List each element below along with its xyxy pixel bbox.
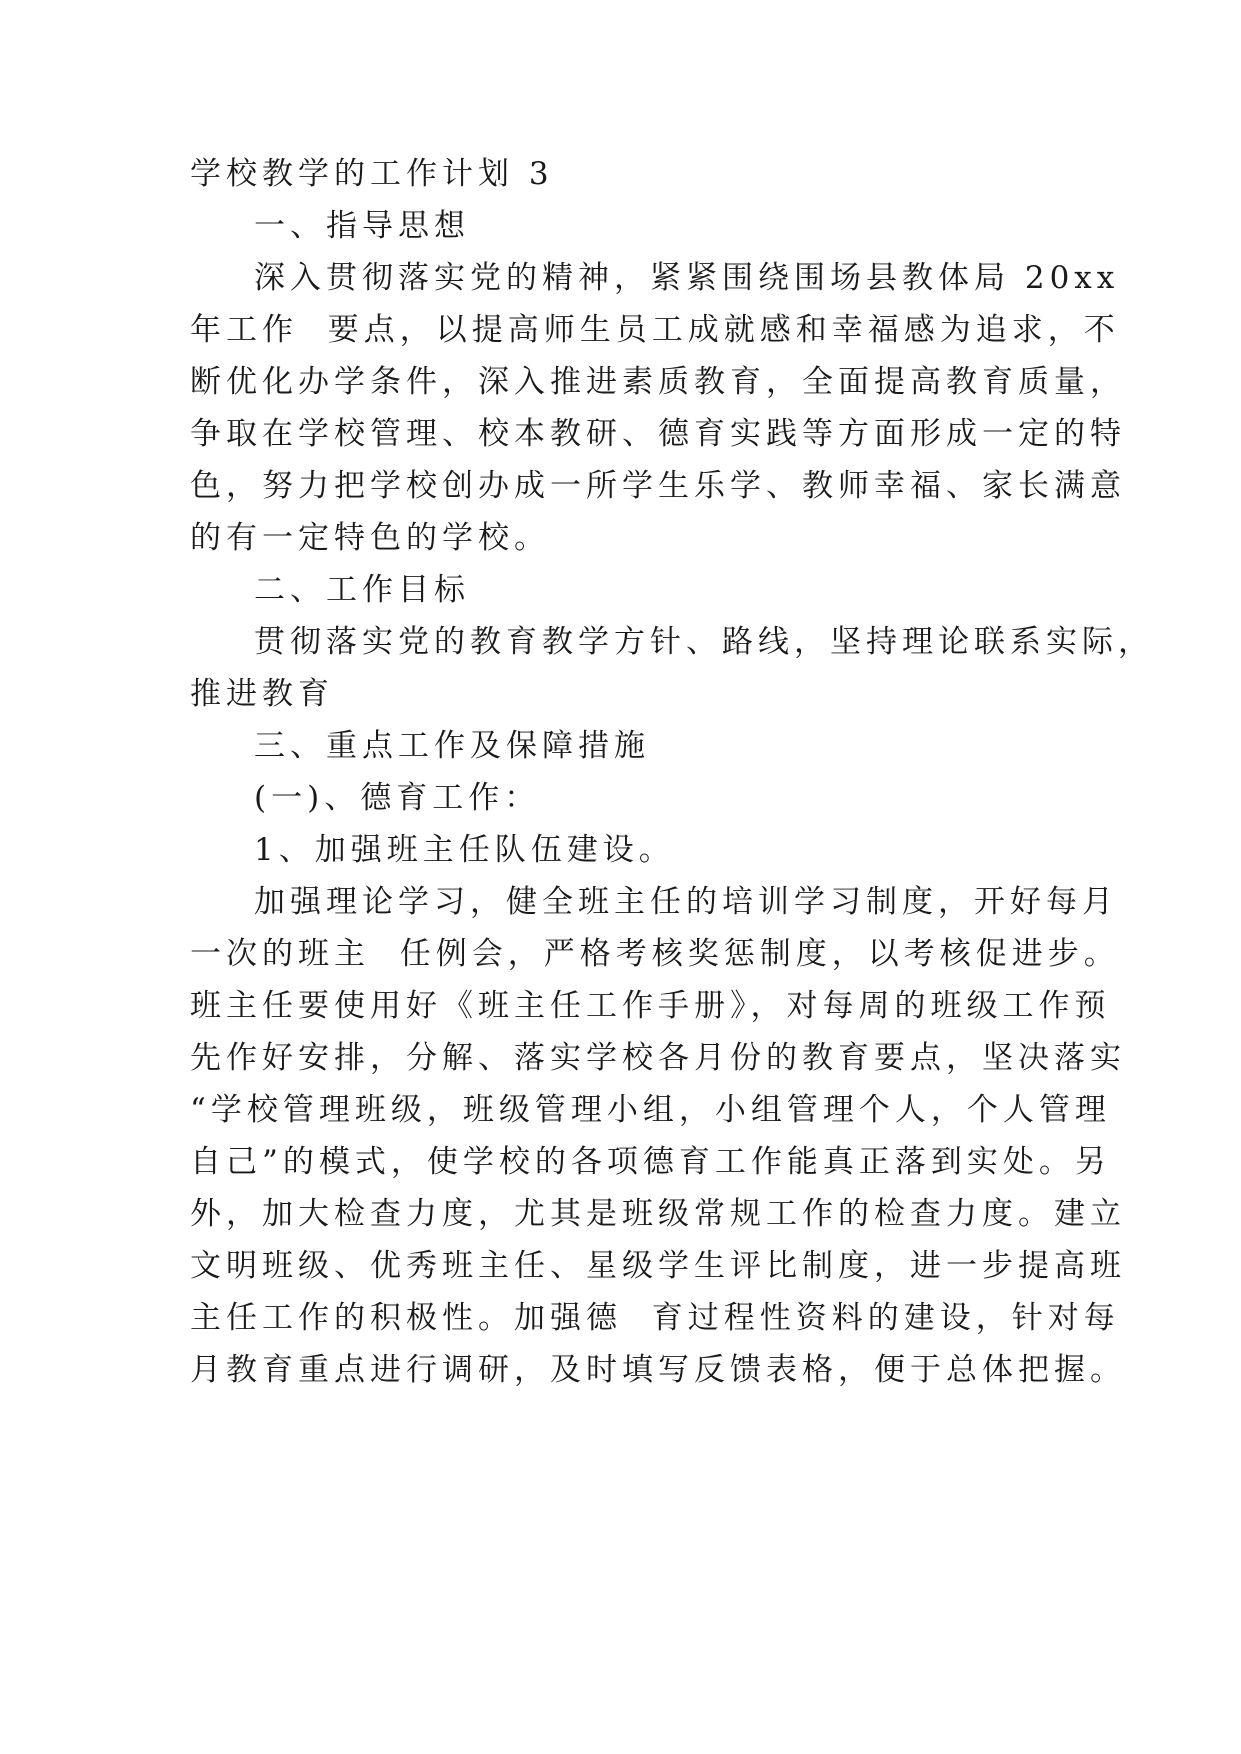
paragraph-line: 班主任要使用好《班主任工作手册》，对每周的班级工作预 xyxy=(190,988,1111,1024)
paragraph-line: 自己”的模式，使学校的各项德育工作能真正落到实处。另 xyxy=(190,1144,1111,1180)
paragraph-line: 加强理论学习，健全班主任的培训学习制度，开好每月 xyxy=(254,884,1118,920)
paragraph-line: 争取在学校管理、校本教研、德育实践等方面形成一定的特 xyxy=(190,416,1126,452)
section-heading-2: 二、工作目标 xyxy=(254,572,470,608)
paragraph-line: 色，努力把学校创办成一所学生乐学、教师幸福、家长满意 xyxy=(190,468,1126,504)
paragraph-line: 主任工作的积极性。加强德 育过程性资料的建设，针对每 xyxy=(190,1300,1120,1336)
paragraph-line: 年工作 要点，以提高师生员工成就感和幸福感为追求，不 xyxy=(190,312,1120,348)
document-title: 学校教学的工作计划 3 xyxy=(190,156,554,192)
paragraph-line: 外，加大检查力度，尤其是班级常规工作的检查力度。建立 xyxy=(190,1196,1126,1232)
numbered-item-heading: 1、加强班主任队伍建设。 xyxy=(254,832,675,868)
paragraph-line: 深入贯彻落实党的精神，紧紧围绕围场县教体局 20xx xyxy=(254,260,1120,296)
paragraph-line: 一次的班主 任例会，严格考核奖惩制度，以考核促进步。 xyxy=(190,936,1120,972)
paragraph-line: 先作好安排，分解、落实学校各月份的教育要点，坚决落实 xyxy=(190,1040,1126,1076)
paragraph-line: 断优化办学条件，深入推进素质教育，全面提高教育质量， xyxy=(190,364,1126,400)
section-heading-1: 一、指导思想 xyxy=(254,208,470,244)
paragraph-line: 推进教育 xyxy=(190,676,334,712)
section-heading-3: 三、重点工作及保障措施 xyxy=(254,728,650,764)
paragraph-line: 文明班级、优秀班主任、星级学生评比制度，进一步提高班 xyxy=(190,1248,1126,1284)
subsection-heading: (一)、德育工作： xyxy=(254,780,541,816)
paragraph-line: 月教育重点进行调研，及时填写反馈表格，便于总体把握。 xyxy=(190,1352,1126,1388)
paragraph-line: 贯彻落实党的教育教学方针、路线，坚持理论联系实际， xyxy=(254,624,1154,660)
paragraph-line: “学校管理班级，班级管理小组，小组管理个人，个人管理 xyxy=(190,1092,1111,1128)
paragraph-line: 的有一定特色的学校。 xyxy=(190,520,550,556)
